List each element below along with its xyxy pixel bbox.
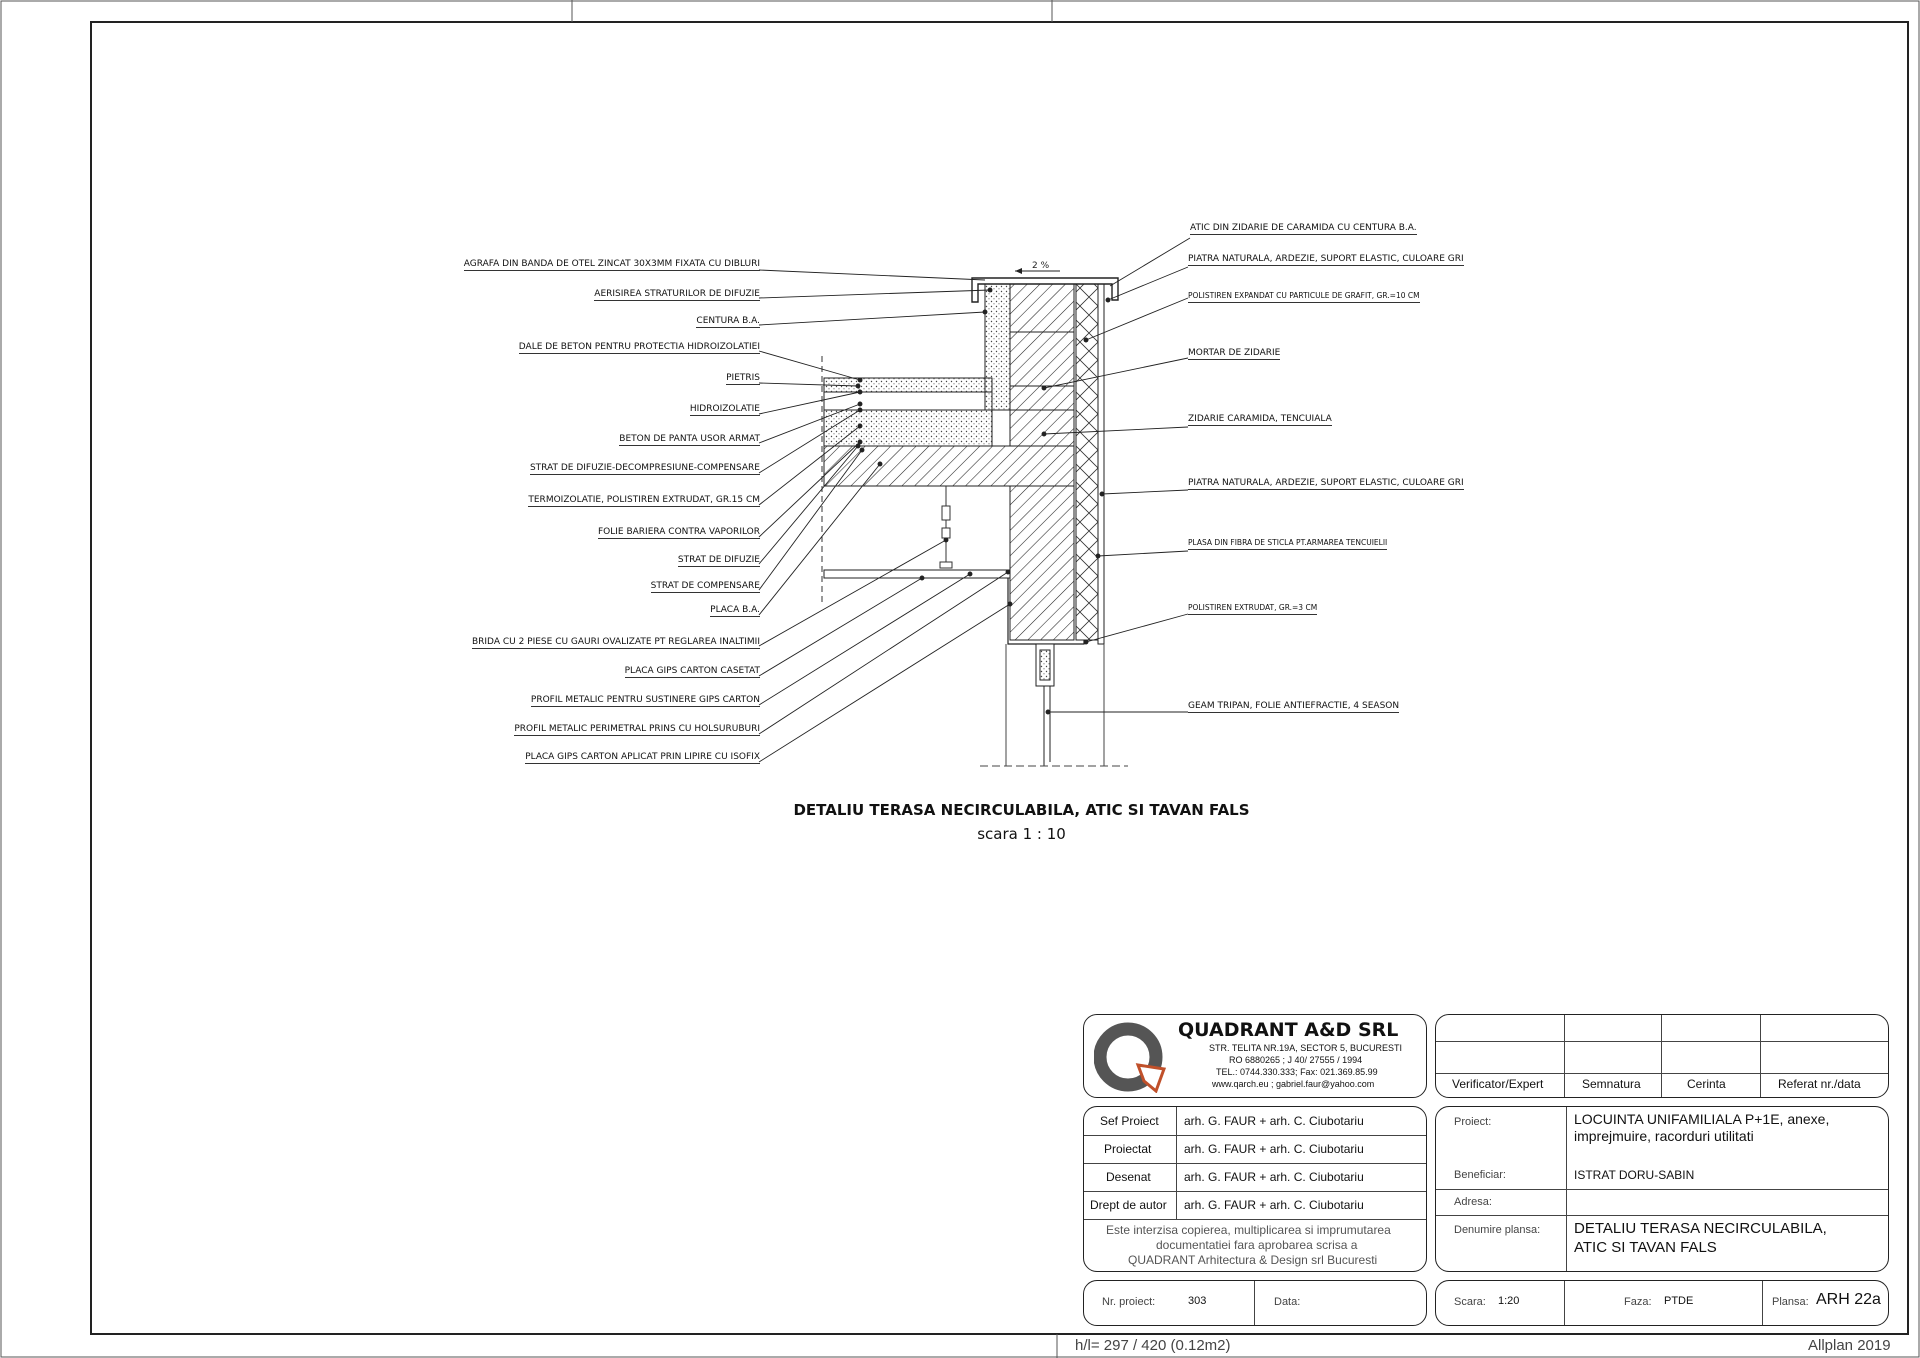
- requirement-header: Cerinta: [1687, 1077, 1726, 1091]
- sheet-format: h/l= 297 / 420 (0.12m2): [1075, 1337, 1231, 1354]
- company-web: www.qarch.eu ; gabriel.faur@yahoo.com: [1212, 1079, 1375, 1089]
- left-annotation-label: CENTURA B.A.: [696, 316, 760, 326]
- verifier-header: Verificator/Expert: [1452, 1077, 1544, 1091]
- left-annotation-label: PLACA GIPS CARTON CASETAT: [624, 666, 760, 676]
- project-name: LOCUINTA UNIFAMILIALA P+1E, anexe,: [1574, 1111, 1830, 1127]
- left-annotation-label: FOLIE BARIERA CONTRA VAPORILOR: [598, 527, 760, 537]
- left-annotation-label: PLACA B.A.: [710, 605, 760, 615]
- right-annotation-label: ATIC DIN ZIDARIE DE CARAMIDA CU CENTURA B.A.: [1190, 223, 1417, 233]
- copyright-line: Este interzisa copierea, multiplicarea si imprumutarea: [1106, 1223, 1391, 1237]
- right-annotation-label: GEAM TRIPAN, FOLIE ANTIEFRACTIE, 4 SEASON: [1188, 701, 1400, 711]
- left-annotation-label: PROFIL METALIC PENTRU SUSTINERE GIPS CARTON: [530, 695, 760, 705]
- left-annotation-label: HIDROIZOLATIE: [689, 404, 760, 414]
- sheet-name-line2: ATIC SI TAVAN FALS: [1574, 1239, 1717, 1256]
- phase-label: Faza:: [1624, 1296, 1652, 1308]
- drawing-scale: scara 1 : 10: [977, 825, 1066, 843]
- company-name: QUADRANT A&D SRL: [1178, 1019, 1399, 1041]
- role-label: Sef Proiect: [1100, 1114, 1159, 1128]
- drawing-title: DETALIU TERASA NECIRCULABILA, ATIC SI TAVAN FALS: [793, 801, 1250, 819]
- signature-header: Semnatura: [1582, 1077, 1641, 1091]
- role-label: Proiectat: [1104, 1142, 1152, 1156]
- project-number: 303: [1188, 1295, 1207, 1307]
- right-annotation-label: PIATRA NATURALA, ARDEZIE, SUPORT ELASTIC, CULOARE GRI: [1188, 478, 1464, 488]
- beneficiary-label: Beneficiar:: [1454, 1169, 1506, 1181]
- left-annotation-label: AGRAFA DIN BANDA DE OTEL ZINCAT 30X3MM FIXATA CU DIBLURI: [463, 259, 760, 269]
- right-annotation-label: PLASA DIN FIBRA DE STICLA PT.ARMAREA TENCUIELII: [1188, 537, 1387, 550]
- scale-value: 1:20: [1498, 1295, 1520, 1307]
- left-leaders: [759, 270, 1012, 762]
- sheet-info-box: [1435, 1280, 1889, 1326]
- left-annotation-label: PLACA GIPS CARTON APLICAT PRIN LIPIRE CU ISOFIX: [525, 752, 760, 762]
- left-annotation-label: BETON DE PANTA USOR ARMAT: [619, 434, 760, 444]
- role-name: arh. G. FAUR + arh. C. Ciubotariu: [1184, 1198, 1364, 1212]
- sheet-number-label: Plansa:: [1772, 1296, 1809, 1308]
- project-number-box: [1083, 1280, 1427, 1326]
- project-label: Proiect:: [1454, 1116, 1492, 1128]
- software-label: Allplan 2019: [1808, 1337, 1891, 1354]
- project-box: [1435, 1106, 1889, 1272]
- sheet-number: ARH 22a: [1816, 1291, 1881, 1308]
- sheet-name: DETALIU TERASA NECIRCULABILA,: [1574, 1220, 1827, 1237]
- copyright-line: documentatiei fara aprobarea scrisa a: [1156, 1238, 1358, 1252]
- date-label: Data:: [1274, 1296, 1301, 1308]
- company-address: STR. TELITA NR.19A, SECTOR 5, BUCURESTI: [1209, 1043, 1403, 1053]
- company-reg: RO 6880265 ; J 40/ 27555 / 1994: [1229, 1055, 1363, 1065]
- verifier-box: [1435, 1014, 1889, 1098]
- company-phone: TEL.: 0744.330.333; Fax: 021.369.85.99: [1216, 1067, 1378, 1077]
- right-annotation-label: POLISTIREN EXTRUDAT, GR.=3 CM: [1188, 602, 1317, 615]
- copyright-line: QUADRANT Arhitectura & Design srl Bucuresti: [1128, 1253, 1378, 1267]
- left-annotation-label: DALE DE BETON PENTRU PROTECTIA HIDROIZOLATIEI: [518, 342, 760, 352]
- left-annotation-label: PIETRIS: [726, 373, 760, 383]
- role-label: Desenat: [1106, 1170, 1151, 1184]
- address-label: Adresa:: [1454, 1196, 1492, 1208]
- left-annotation-label: STRAT DE DIFUZIE: [677, 555, 760, 565]
- beneficiary-value: ISTRAT DORU-SABIN: [1574, 1168, 1695, 1182]
- right-annotation-label: ZIDARIE CARAMIDA, TENCUIALA: [1188, 414, 1332, 424]
- role-name: arh. G. FAUR + arh. C. Ciubotariu: [1184, 1170, 1364, 1184]
- roles-box: [1083, 1106, 1427, 1272]
- scale-label: Scara:: [1454, 1296, 1486, 1308]
- right-annotation-label: POLISTIREN EXPANDAT CU PARTICULE DE GRAFIT, GR.=10 CM: [1188, 290, 1420, 303]
- role-label: Drept de autor: [1090, 1198, 1167, 1212]
- slope-label: 2 %: [1032, 261, 1050, 271]
- left-annotation-label: BRIDA CU 2 PIESE CU GAURI OVALIZATE PT REGLAREA INALTIMII: [471, 637, 760, 647]
- left-annotation-label: PROFIL METALIC PERIMETRAL PRINS CU HOLSURUBURI: [514, 724, 760, 734]
- right-annotation-label: MORTAR DE ZIDARIE: [1188, 348, 1281, 358]
- left-annotation-label: TERMOIZOLATIE, POLISTIREN EXTRUDAT, GR.15 CM: [528, 495, 760, 505]
- right-annotation-label: PIATRA NATURALA, ARDEZIE, SUPORT ELASTIC, CULOARE GRI: [1188, 254, 1464, 264]
- sheet-name-label: Denumire plansa:: [1454, 1224, 1541, 1236]
- project-name-line2: imprejmuire, racorduri utilitati: [1574, 1128, 1754, 1144]
- role-name: arh. G. FAUR + arh. C. Ciubotariu: [1184, 1114, 1364, 1128]
- report-header: Referat nr./data: [1778, 1077, 1861, 1091]
- project-number-label: Nr. proiect:: [1102, 1296, 1156, 1308]
- left-annotation-label: STRAT DE COMPENSARE: [650, 581, 760, 591]
- phase-value: PTDE: [1664, 1295, 1694, 1307]
- left-annotation-label: STRAT DE DIFUZIE-DECOMPRESIUNE-COMPENSARE: [529, 463, 760, 473]
- section-detail: [822, 261, 1128, 766]
- left-annotation-label: AERISIREA STRATURILOR DE DIFUZIE: [594, 289, 760, 299]
- company-logo: [1094, 1021, 1170, 1093]
- company-box: [1083, 1014, 1427, 1098]
- role-name: arh. G. FAUR + arh. C. Ciubotariu: [1184, 1142, 1364, 1156]
